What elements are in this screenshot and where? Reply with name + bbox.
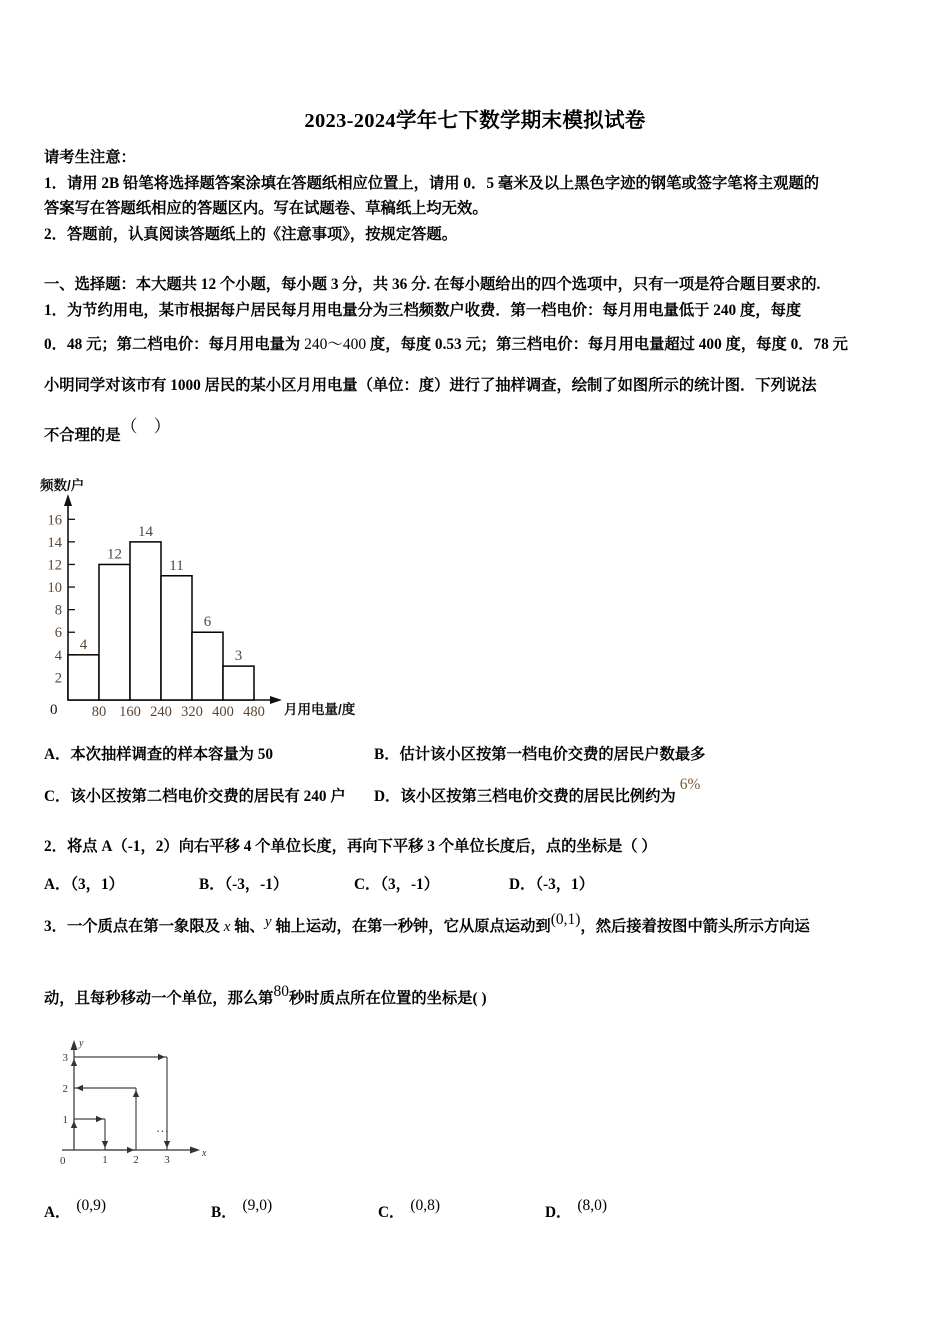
q1-stem-2a: 0．48 元；第二档电价：每月用电量为 <box>44 336 305 353</box>
fig3-x-tick-label: 2 <box>133 1154 139 1166</box>
notice-line-3: 2．答题前，认真阅读答题纸上的《注意事项》，按规定答题。 <box>44 225 458 243</box>
fig3-origin-label: 0 <box>60 1155 66 1167</box>
fig3-path-arrow <box>71 1059 77 1066</box>
fig3-path-arrow <box>71 1121 77 1128</box>
q2-option-a-label: A． <box>44 876 71 893</box>
fig3-path-arrow <box>127 1147 134 1153</box>
question-2-stem: 2．将点 A（-1，2）向右平移 4 个单位长度，再向下平移 3 个单位长度后，点的坐标是（ ） <box>44 838 657 855</box>
fig3-x-arrow <box>190 1147 200 1154</box>
question-3-option-a[interactable] <box>44 1197 107 1222</box>
q3-axis-x: x <box>223 919 231 935</box>
q3-second-count: 80 <box>273 983 289 1000</box>
y-tick-label: 12 <box>47 557 62 574</box>
question-2-option-c[interactable] <box>354 872 439 894</box>
y-tick-label: 10 <box>47 580 62 597</box>
question-1-option-a[interactable] <box>44 742 273 764</box>
y-tick-label: 4 <box>54 647 62 664</box>
q3-stem-p2: 轴、 <box>230 918 265 935</box>
bar-value-label: 12 <box>107 546 122 563</box>
question-3-figure <box>52 1032 212 1172</box>
page-title: 2023-2024学年七下数学期末模拟试卷 <box>304 110 646 132</box>
y-tick-label: 16 <box>47 512 62 529</box>
x-tick-label: 160 <box>119 704 141 717</box>
option-b-text: 估计该小区按第一档电价交费的居民户数最多 <box>399 746 706 763</box>
question-2-option-a[interactable] <box>44 872 124 894</box>
q3-axis-y: y <box>264 914 272 930</box>
fig3-x-tick-label: 3 <box>164 1154 170 1166</box>
option-a-label: A． <box>44 746 71 763</box>
fig3-path-arrow <box>133 1090 139 1097</box>
section-header-choice: 一、选择题：本大题共 12 个小题，每小题 3 分，共 36 分. 在每小题给出的四个选项中，只有一项是符合题目要求的. <box>44 276 821 293</box>
q2-option-d-label: D． <box>509 876 536 893</box>
q3-option-d-label: D． <box>545 1204 572 1221</box>
option-b-label: B． <box>374 746 400 763</box>
q3-stem-p4: ，然后接着按图中箭头所示方向运 <box>580 918 810 935</box>
question-3-stem-line-1 <box>44 911 810 938</box>
bar-value-label: 3 <box>234 648 243 665</box>
fig3-x-tick-label: 1 <box>102 1154 108 1166</box>
q2-option-b-label: B． <box>199 876 225 893</box>
histogram-bar <box>68 655 99 700</box>
x-tick-label: 240 <box>150 704 172 717</box>
y-tick-label: 6 <box>54 625 62 642</box>
q3-stem-l2a: 动，且每秒移动一个单位，那么第 <box>44 990 274 1007</box>
bar-value-label: 4 <box>79 636 88 653</box>
question-3-option-b[interactable] <box>211 1197 273 1222</box>
notice-heading: 请考生注意： <box>44 149 136 166</box>
x-tick-label: 480 <box>243 704 265 717</box>
fig3-y-arrow <box>71 1040 78 1050</box>
fig3-ticks <box>63 1052 171 1166</box>
fig3-x-label: x <box>202 1148 207 1159</box>
question-2-option-b[interactable] <box>199 872 288 894</box>
option-c-label: C． <box>44 788 71 805</box>
y-axis-label: 频数/户 <box>40 478 85 493</box>
bar-value-label: 11 <box>169 557 184 574</box>
question-1-stem-line-3: 小明同学对该市有 1000 居民的某小区月用电量（单位：度）进行了抽样调查，绘制了如图所示的统计图．下列说法 <box>44 377 817 394</box>
y-tick-label: 2 <box>54 670 62 687</box>
histogram-bars <box>68 542 254 700</box>
x-tick-label: 320 <box>181 704 203 717</box>
fig3-path-arrow <box>164 1141 170 1148</box>
histogram-svg <box>36 472 376 717</box>
q3-option-c-text: (0,8) <box>410 1197 441 1214</box>
q2-option-c-text: （3，-1） <box>380 876 439 893</box>
histogram-bar <box>192 632 223 700</box>
q2-option-c-label: C． <box>354 876 381 893</box>
question-3-stem-line-2 <box>44 983 487 1010</box>
x-axis-arrow <box>270 696 282 704</box>
histogram-bar <box>130 542 161 700</box>
q2-option-a-text: （3，1） <box>70 876 124 893</box>
q3-option-d-text: (8,0) <box>577 1197 608 1214</box>
fig3-y-tick-label: 1 <box>62 1114 68 1126</box>
q1-stem-4a: 不合理的是 <box>44 427 121 444</box>
q3-option-b-text: (9,0) <box>242 1197 273 1214</box>
histogram-figure <box>36 472 376 717</box>
option-c-text: 该小区按第二档电价交费的居民有 240 户 <box>70 788 346 805</box>
fig3-y-tick-label: 3 <box>62 1052 68 1064</box>
x-axis-label: 月用电量/度 <box>284 702 356 717</box>
fig3-ellipsis: … <box>156 1120 169 1135</box>
x-tick-label: 400 <box>212 704 234 717</box>
histogram-bar <box>223 666 254 700</box>
fig3-path-arrow <box>102 1141 108 1148</box>
fig3-y-label: y <box>79 1038 84 1049</box>
q3-option-a-text: (0,9) <box>76 1197 107 1214</box>
option-d-label: D． <box>374 788 401 805</box>
q3-start-point: (0,1) <box>550 911 581 928</box>
bar-value-label: 6 <box>203 614 212 631</box>
q1-stem-2b: 度，每度 0.53 元；第三档电价：每月用电量超过 400 度，每度 0．78 元 <box>366 336 848 353</box>
question-1-option-d[interactable] <box>374 776 701 806</box>
question-2-option-d[interactable] <box>509 872 594 894</box>
question-1-stem-line-2 <box>44 334 848 356</box>
origin-label: 0 <box>50 702 58 717</box>
question-1-stem-line-1: 1．为节约用电，某市根据每户居民每月用电量分为三档频数户收费．第一档电价：每月用电量低于 240 度，每度 <box>44 302 802 319</box>
x-tick-label: 80 <box>91 704 107 717</box>
candidate-notice <box>44 145 910 247</box>
question-1-option-c[interactable] <box>44 784 346 806</box>
y-tick-label: 8 <box>54 602 62 619</box>
fig3-path-arrow <box>76 1085 83 1091</box>
q3-option-a-label: A． <box>44 1204 71 1221</box>
q3-stem-p3: 轴上运动，在第一秒钟，它从原点运动到 <box>271 918 551 935</box>
fig3-path-arrow <box>158 1054 165 1060</box>
option-d-text: 该小区按第三档电价交费的居民比例约为 <box>400 788 676 805</box>
notice-line-2: 答案写在答题纸相应的答题区内。写在试题卷、草稿纸上均无效。 <box>44 200 488 217</box>
fig3-path-arrow <box>96 1116 103 1122</box>
y-axis-arrow <box>64 494 72 506</box>
fig3-path <box>71 1054 170 1153</box>
q3-option-c-label: C． <box>378 1204 405 1221</box>
y-tick-label: 14 <box>47 534 62 551</box>
question-1-stem-line-4 <box>44 417 177 447</box>
q2-option-b-text: （-3，-1） <box>224 876 289 893</box>
q3-option-b-label: B． <box>211 1204 237 1221</box>
histogram-bar <box>161 576 192 700</box>
bar-value-label: 14 <box>138 523 153 540</box>
notice-line-1: 1．请用 2B 铅笔将选择题答案涂填在答题纸相应位置上，请用 0．5 毫米及以上黑色字迹的钢笔或签字笔将主观题的 <box>44 174 820 192</box>
option-d-percent: 6% <box>679 776 701 793</box>
q2-option-d-text: （-3，1） <box>535 876 594 893</box>
histogram-bar <box>99 564 130 700</box>
question-3-option-d[interactable] <box>545 1197 608 1222</box>
path-diagram-svg <box>52 1032 212 1172</box>
question-1-option-b[interactable] <box>374 742 705 764</box>
q3-stem-p1: 3．一个质点在第一象限及 <box>44 918 224 935</box>
q3-stem-l2b: 秒时质点所在位置的坐标是( ) <box>288 990 487 1007</box>
q1-answer-paren: （ ） <box>120 417 177 436</box>
q1-inline-range: 240～400 <box>304 336 367 353</box>
option-a-text: 本次抽样调查的样本容量为 50 <box>70 746 274 763</box>
fig3-y-tick-label: 2 <box>62 1083 68 1095</box>
question-3-option-c[interactable] <box>378 1197 441 1222</box>
